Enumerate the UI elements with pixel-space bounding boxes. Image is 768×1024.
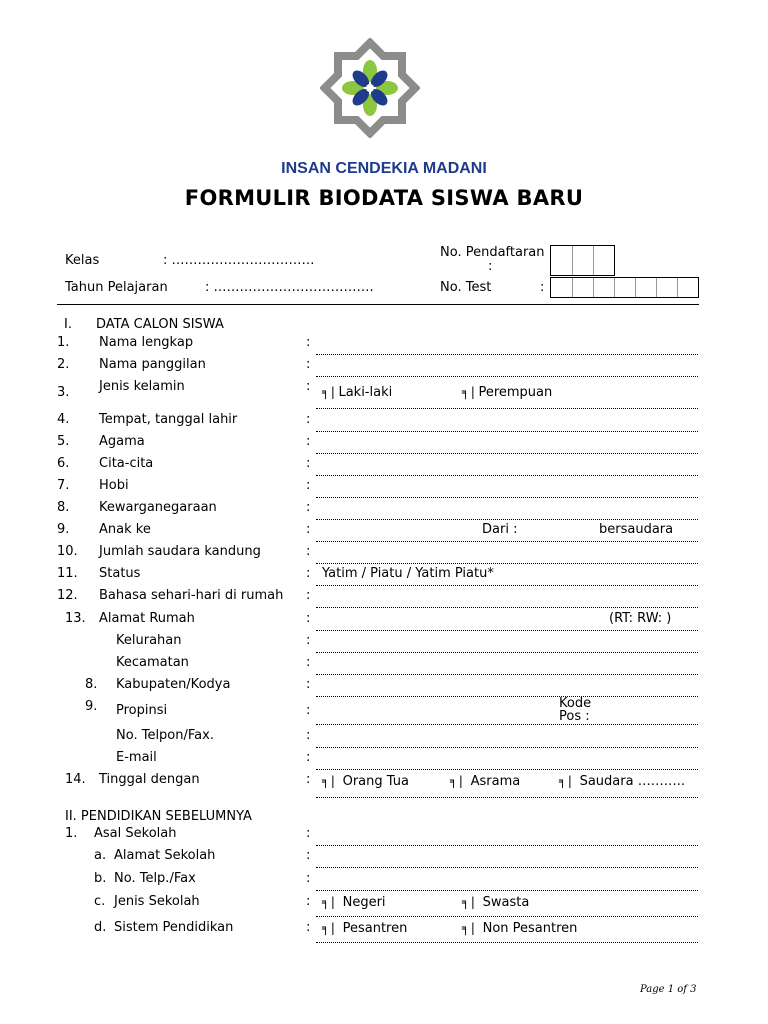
item-number: 4.	[57, 412, 70, 427]
option-non-pesantren[interactable]	[462, 921, 577, 936]
colon: :	[306, 871, 311, 886]
item-number: c.	[94, 894, 106, 909]
item-number: 7.	[57, 478, 70, 493]
colon: :	[306, 677, 311, 692]
item-label: Hobi	[99, 478, 129, 493]
item-label: Kecamatan	[116, 655, 189, 670]
checkbox-icon: ╕|	[322, 895, 337, 909]
kecamatan-field[interactable]	[316, 674, 698, 675]
colon: :	[306, 655, 311, 670]
colon: :	[306, 750, 311, 765]
colon: :	[306, 920, 311, 935]
kelas-field[interactable]: : ……………………………	[163, 253, 315, 268]
propinsi-field[interactable]	[316, 724, 698, 725]
page-number: Page 1 of 3	[640, 984, 697, 995]
school-logo	[320, 38, 420, 138]
kewarganegaraan-field[interactable]	[316, 519, 698, 520]
asal-sekolah-field[interactable]	[316, 845, 698, 846]
checkbox-icon: ╕|	[450, 774, 465, 788]
checkbox-icon: ╕|	[462, 921, 477, 935]
item-label: Sistem Pendidikan	[114, 920, 234, 935]
item-label: Status	[99, 566, 141, 581]
option-label: Non Pesantren	[482, 921, 578, 936]
telpon-field[interactable]	[316, 747, 698, 748]
colon: :	[306, 544, 311, 559]
option-label: Orang Tua	[342, 774, 409, 789]
item-label: Kabupaten/Kodya	[116, 677, 231, 692]
section1-title: DATA CALON SISWA	[96, 317, 224, 332]
section2-title: II. PENDIDIKAN SEBELUMNYA	[65, 809, 252, 824]
nama-lengkap-field[interactable]	[316, 354, 698, 355]
option-asrama[interactable]	[450, 774, 520, 789]
item-number: a.	[94, 848, 107, 863]
no-pendaftaran-boxes[interactable]	[550, 245, 615, 276]
sistem-pendidikan-line	[316, 942, 698, 943]
item-number: d.	[94, 920, 107, 935]
colon: :	[306, 456, 311, 471]
item-label: Kelurahan	[116, 633, 182, 648]
item-number: 1.	[65, 826, 78, 841]
jumlah-saudara-field[interactable]	[316, 563, 698, 564]
item-number: 13.	[65, 611, 86, 626]
item-number: 9.	[57, 522, 70, 537]
item-number: 1.	[57, 335, 70, 350]
item-label: Jumlah saudara kandung	[99, 544, 261, 559]
item-number: 11.	[57, 566, 78, 581]
checkbox-icon: ╕|	[462, 895, 477, 909]
item-number: 5.	[57, 434, 70, 449]
email-field[interactable]	[316, 769, 698, 770]
checkbox-icon: ╕|	[322, 774, 337, 788]
item-number: 14.	[65, 772, 86, 787]
kode-pos-label-2: Pos :	[559, 709, 590, 724]
colon: :	[306, 588, 311, 603]
option-label: Swasta	[482, 895, 530, 910]
colon: :	[306, 703, 311, 718]
item-label: Asal Sekolah	[94, 826, 177, 841]
no-test-boxes[interactable]	[550, 277, 699, 298]
anak-ke-field[interactable]	[316, 541, 698, 542]
item-number: 6.	[57, 456, 70, 471]
option-pesantren[interactable]	[322, 921, 407, 936]
tahun-label: Tahun Pelajaran	[65, 280, 168, 295]
item-label: Nama panggilan	[99, 357, 206, 372]
section1-number: I.	[64, 317, 72, 332]
item-label: Kewarganegaraan	[99, 500, 217, 515]
item-label: E-mail	[116, 750, 157, 765]
item-label: Anak ke	[99, 522, 151, 537]
item-number: 8.	[85, 677, 98, 692]
alamat-field[interactable]	[316, 630, 698, 631]
form-title: FORMULIR BIODATA SISWA BARU	[184, 186, 584, 210]
no-pendaftaran-colon: :	[488, 259, 493, 274]
item-number: 9.	[85, 699, 98, 714]
item-label: Nama lengkap	[99, 335, 194, 350]
checkbox-icon: ╕|	[322, 921, 337, 935]
rt-rw-label: (RT: RW: )	[609, 611, 672, 626]
kelas-label: Kelas	[65, 253, 100, 268]
colon: :	[306, 848, 311, 863]
bersaudara-label: bersaudara	[599, 522, 674, 537]
no-test-label: No. Test	[440, 280, 492, 295]
item-label: No. Telp./Fax	[114, 871, 196, 886]
colon: :	[306, 478, 311, 493]
divider	[57, 304, 699, 305]
org-name: INSAN CENDEKIA MADANI	[281, 160, 487, 177]
checkbox-icon: ╕|	[462, 385, 477, 399]
checkbox-icon: ╕|	[559, 774, 574, 788]
ttl-field[interactable]	[316, 431, 698, 432]
colon: :	[306, 728, 311, 743]
hobi-field[interactable]	[316, 497, 698, 498]
option-saudara[interactable]	[559, 774, 685, 789]
option-label: Pesantren	[342, 921, 408, 936]
alamat-sekolah-field[interactable]	[316, 867, 698, 868]
colon: :	[306, 379, 311, 394]
option-label: Perempuan	[478, 385, 553, 400]
option-negeri[interactable]	[322, 895, 386, 910]
item-number: 10.	[57, 544, 78, 559]
no-pendaftaran-label: No. Pendaftaran	[440, 245, 545, 260]
jenis-kelamin-line	[316, 408, 698, 409]
bahasa-field[interactable]	[316, 607, 698, 608]
item-label: Jenis Sekolah	[114, 894, 200, 909]
colon: :	[306, 611, 311, 626]
item-number: 12.	[57, 588, 78, 603]
option-swasta[interactable]	[462, 895, 529, 910]
option-label: Saudara ………..	[579, 774, 685, 789]
cita-cita-field[interactable]	[316, 475, 698, 476]
option-perempuan[interactable]	[462, 385, 552, 400]
kode-pos-label-1: Kode	[559, 696, 592, 711]
item-number: 2.	[57, 357, 70, 372]
item-label: Cita-cita	[99, 456, 154, 471]
agama-field[interactable]	[316, 453, 698, 454]
item-number: 8.	[57, 500, 70, 515]
item-number: 3.	[57, 385, 70, 400]
option-laki-laki[interactable]	[322, 385, 392, 400]
colon: :	[306, 633, 311, 648]
colon: :	[306, 826, 311, 841]
colon: :	[306, 522, 311, 537]
colon: :	[306, 566, 311, 581]
colon: :	[306, 357, 311, 372]
option-label: Laki-laki	[338, 385, 393, 400]
option-orang-tua[interactable]	[322, 774, 409, 789]
item-label: Jenis kelamin	[99, 379, 185, 394]
colon: :	[306, 894, 311, 909]
option-label: Negeri	[342, 895, 386, 910]
item-label: Tempat, tanggal lahir	[99, 412, 238, 427]
item-label: Propinsi	[116, 703, 168, 718]
checkbox-icon: ╕|	[322, 385, 337, 399]
item-label: Agama	[99, 434, 145, 449]
item-label: Alamat Rumah	[99, 611, 195, 626]
item-label: No. Telpon/Fax.	[116, 728, 214, 743]
jenis-sekolah-line	[316, 916, 698, 917]
kelurahan-field[interactable]	[316, 652, 698, 653]
option-label: Asrama	[470, 774, 521, 789]
kabupaten-field[interactable]	[316, 696, 698, 697]
colon: :	[306, 335, 311, 350]
no-test-colon: :	[540, 280, 545, 295]
status-line	[316, 585, 698, 586]
item-label: Bahasa sehari-hari di rumah	[99, 588, 284, 603]
tahun-field[interactable]: : ……………………………….	[205, 280, 374, 295]
nama-panggilan-field[interactable]	[316, 376, 698, 377]
item-label: Tinggal dengan	[99, 772, 200, 787]
dari-label: Dari :	[482, 522, 518, 537]
tinggal-line	[316, 797, 698, 798]
item-number: b.	[94, 871, 107, 886]
item-label: Alamat Sekolah	[114, 848, 216, 863]
telp-sekolah-field[interactable]	[316, 890, 698, 891]
colon: :	[306, 500, 311, 515]
status-options[interactable]: Yatim / Piatu / Yatim Piatu*	[322, 566, 494, 581]
colon: :	[306, 434, 311, 449]
colon: :	[306, 772, 311, 787]
colon: :	[306, 412, 311, 427]
